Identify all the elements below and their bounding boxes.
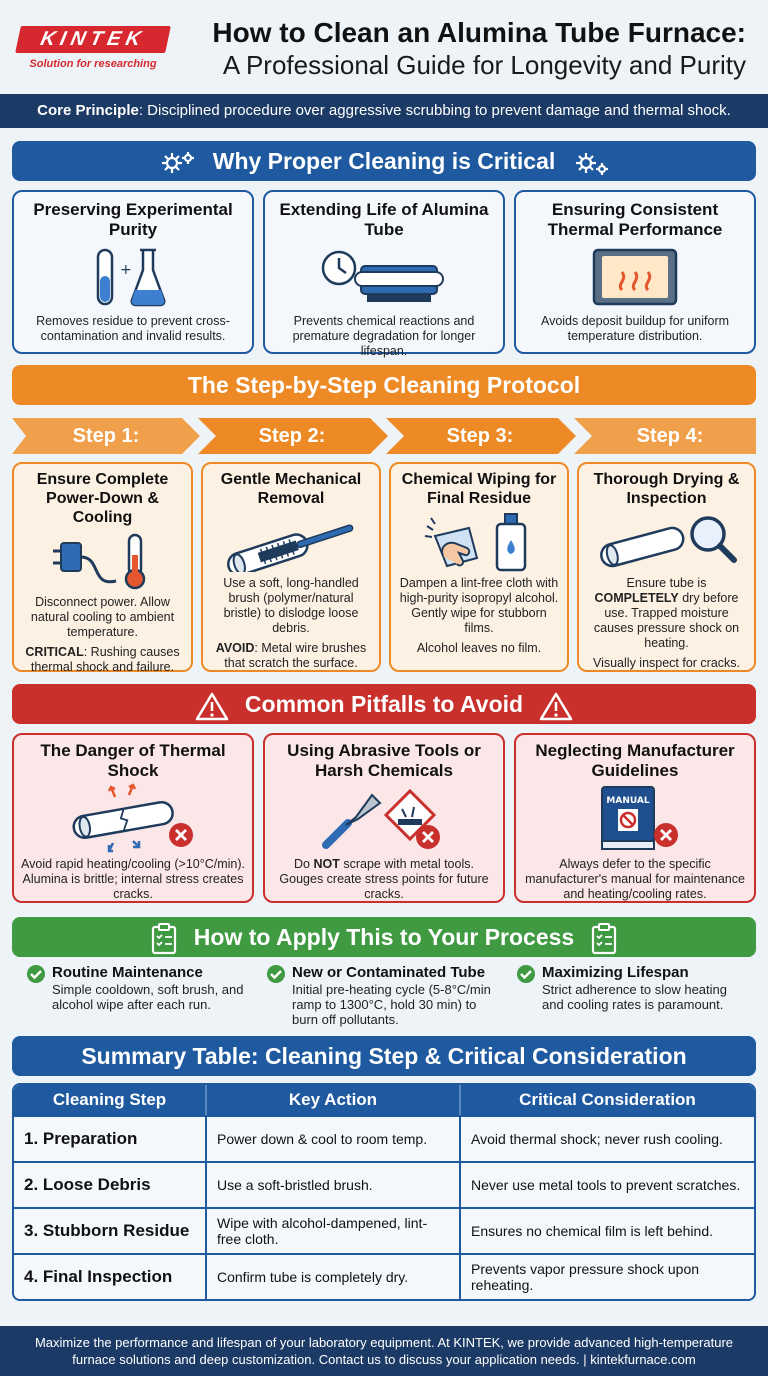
step-label-4: Step 4: <box>636 425 704 447</box>
clipboard-icon <box>151 923 177 955</box>
heater-icon <box>590 246 680 308</box>
card-title: Extending Life of Alumina Tube <box>279 200 489 239</box>
table-cell-consideration: Ensures no chemical film is left behind. <box>471 1223 713 1239</box>
title-line-1: How to Clean an Alumina Tube Furnace: <box>212 17 746 48</box>
warning-icon <box>539 691 573 721</box>
manual-label: MANUAL <box>606 796 650 806</box>
card-note: Alcohol leaves no film. <box>416 641 542 655</box>
card-desc: Prevents chemical reactions and premature degradation for longer lifespan. <box>292 314 476 358</box>
card-desc: Removes residue to prevent cross-contamination and invalid results. <box>36 314 230 343</box>
pitfall-card-manufacturer <box>514 733 756 903</box>
apply-desc: Simple cooldown, soft brush, and alcohol wipe after each run. <box>52 982 244 1012</box>
footer <box>0 1326 768 1376</box>
pitfall-card-abrasive <box>263 733 505 903</box>
card-title: Neglecting Manufacturer Guidelines <box>535 741 735 780</box>
column-header: Critical Consideration <box>519 1090 696 1109</box>
card-title: Preserving Experimental Purity <box>33 200 233 239</box>
table-row <box>14 1253 754 1299</box>
table-cell-step: 3. Stubborn Residue <box>14 1209 207 1253</box>
why-banner <box>12 141 756 181</box>
table-cell-consideration: Avoid thermal shock; never rush cooling. <box>471 1131 723 1147</box>
pitfalls-heading: Common Pitfalls to Avoid <box>244 691 524 717</box>
test-tubes-icon <box>88 246 178 308</box>
step-label-1: Step 1: <box>72 425 140 447</box>
check-circle-icon <box>266 964 286 984</box>
card-desc: Avoid rapid heating/cooling (>10°C/min). Alumina is brittle; internal stress creates cracks. <box>21 857 245 901</box>
table-cell-step: 1. Preparation <box>14 1117 207 1161</box>
table-cell-step: 4. Final Inspection <box>14 1255 207 1299</box>
card-desc: Use a soft, long-handled brush (polymer/natural bristle) to dislodge loose debris. <box>223 576 359 635</box>
step-label-2: Step 2: <box>258 425 326 447</box>
apply-heading: How to Apply This to Your Process <box>193 924 575 950</box>
note-label: CRITICAL <box>25 645 84 659</box>
card-desc <box>579 576 754 651</box>
protocol-heading: The Step-by-Step Cleaning Protocol <box>187 372 581 398</box>
table-cell-action: Use a soft-bristled brush. <box>207 1163 461 1207</box>
note-text: : Metal wire brushes that scratch the surface. <box>224 641 367 670</box>
logo-wordmark: KINTEK <box>15 26 171 53</box>
summary-table <box>12 1083 756 1301</box>
warning-icon <box>195 691 229 721</box>
card-title: The Danger of Thermal Shock <box>40 741 226 780</box>
step-card-1 <box>12 462 193 672</box>
plug-thermometer-icon <box>43 531 163 591</box>
apply-item-lifespan <box>516 963 746 1012</box>
card-desc: Disconnect power. Allow natural cooling to ambient temperature. <box>30 595 175 639</box>
why-heading: Why Proper Cleaning is Critical <box>212 148 556 174</box>
card-desc: Avoids deposit buildup for uniform temperature distribution. <box>540 314 730 343</box>
core-principle-label: Core Principle <box>37 102 139 119</box>
table-row <box>14 1161 754 1207</box>
table-cell-consideration: Never use metal tools to prevent scratches. <box>471 1177 741 1193</box>
tube-magnifier-icon <box>592 512 742 572</box>
title-line-2: A Professional Guide for Longevity and Purity <box>222 50 746 80</box>
desc-part: Ensure tube is <box>626 576 707 590</box>
why-card-thermal <box>514 190 756 354</box>
clock-furnace-icon <box>319 246 449 308</box>
check-circle-icon <box>516 964 536 984</box>
core-principle-bar <box>0 94 768 128</box>
pitfalls-banner <box>12 684 756 724</box>
apply-item-new-tube <box>266 963 506 1027</box>
card-note <box>14 645 191 675</box>
card-note <box>203 641 379 671</box>
kintek-logo[interactable] <box>18 26 168 70</box>
note-text: : Rushing causes thermal shock and failure. <box>30 645 180 674</box>
table-cell-action: Confirm tube is completely dry. <box>207 1255 461 1299</box>
gears-icon <box>160 150 196 176</box>
apply-item-routine <box>26 963 266 1012</box>
scraper-hazard-icon <box>314 783 454 853</box>
table-row <box>14 1207 754 1253</box>
card-title: Thorough Drying & Inspection <box>593 471 740 507</box>
check-circle-icon <box>26 964 46 984</box>
column-header: Cleaning Step <box>14 1085 207 1115</box>
step-card-3 <box>389 462 569 672</box>
table-cell-consideration: Prevents vapor pressure shock upon reheating. <box>471 1261 700 1293</box>
cloth-bottle-icon <box>419 512 539 572</box>
table-cell-action: Power down & cool to room temp. <box>207 1117 461 1161</box>
core-principle-text: : Disciplined procedure over aggressive scrubbing to prevent damage and thermal shock. <box>138 102 731 119</box>
summary-banner <box>12 1036 756 1076</box>
column-header: Key Action <box>207 1085 461 1115</box>
summary-heading: Summary Table: Cleaning Step & Critical Consideration <box>81 1043 687 1069</box>
table-cell-step: 2. Loose Debris <box>14 1163 207 1207</box>
footer-text: Maximize the performance and lifespan of your laboratory equipment. At KINTEK, we provide advanced high-temperature furnace solutions and deep customization. Contact us to discuss your application needs. | kintekfurnace.com <box>34 1335 734 1367</box>
manual-book-icon <box>580 783 690 853</box>
desc-part: dry before use. Trapped moisture causes pressure shock on heating. <box>593 591 740 650</box>
card-desc <box>265 857 503 902</box>
apply-desc: Initial pre-heating cycle (5-8°C/min ramp to 1300°C, hold 30 min) to burn off pollutants. <box>292 982 491 1027</box>
gears-icon <box>572 150 608 176</box>
note-label: AVOID <box>215 641 255 655</box>
page-title <box>212 16 746 81</box>
step-card-2 <box>201 462 381 672</box>
desc-emphasis: COMPLETELY <box>594 591 679 605</box>
apply-title: Routine Maintenance <box>52 964 203 981</box>
card-title: Chemical Wiping for Final Residue <box>401 471 557 507</box>
why-card-lifespan <box>263 190 505 358</box>
apply-title: Maximizing Lifespan <box>542 964 689 981</box>
apply-desc: Strict adherence to slow heating and cooling rates is paramount. <box>542 982 727 1012</box>
desc-emphasis: NOT <box>313 857 340 871</box>
card-note: Visually inspect for cracks. <box>592 656 741 670</box>
card-title: Gentle Mechanical Removal <box>220 471 362 507</box>
apply-banner <box>12 917 756 957</box>
table-header-row <box>14 1085 754 1115</box>
desc-part: Do <box>294 857 314 871</box>
step-label-3: Step 3: <box>446 425 514 447</box>
card-title: Ensure Complete Power-Down & Cooling <box>36 471 169 526</box>
tube-brush-icon <box>216 512 366 572</box>
step-card-4 <box>577 462 756 672</box>
header <box>0 0 768 92</box>
card-title: Using Abrasive Tools or Harsh Chemicals <box>287 741 481 780</box>
apply-title: New or Contaminated Tube <box>292 964 486 981</box>
clipboard-icon <box>591 923 617 955</box>
protocol-banner <box>12 365 756 405</box>
logo-tagline: Solution for researching <box>29 58 157 70</box>
table-cell-action: Wipe with alcohol-dampened, lint-free cloth. <box>207 1209 461 1253</box>
table-row <box>14 1115 754 1161</box>
desc-part: scrape with metal tools. Gouges create stress points for future cracks. <box>279 857 489 901</box>
cracked-tube-icon <box>63 783 203 853</box>
card-title: Ensuring Consistent Thermal Performance <box>547 200 723 239</box>
card-desc: Dampen a lint-free cloth with high-purity isopropyl alcohol. Gently wipe for stubborn films. <box>399 576 559 635</box>
card-desc: Always defer to the specific manufacturer's manual for maintenance and heating/cooling rates. <box>525 857 745 901</box>
svg-text:+: + <box>120 262 132 278</box>
pitfall-card-thermal-shock <box>12 733 254 903</box>
why-card-purity <box>12 190 254 354</box>
